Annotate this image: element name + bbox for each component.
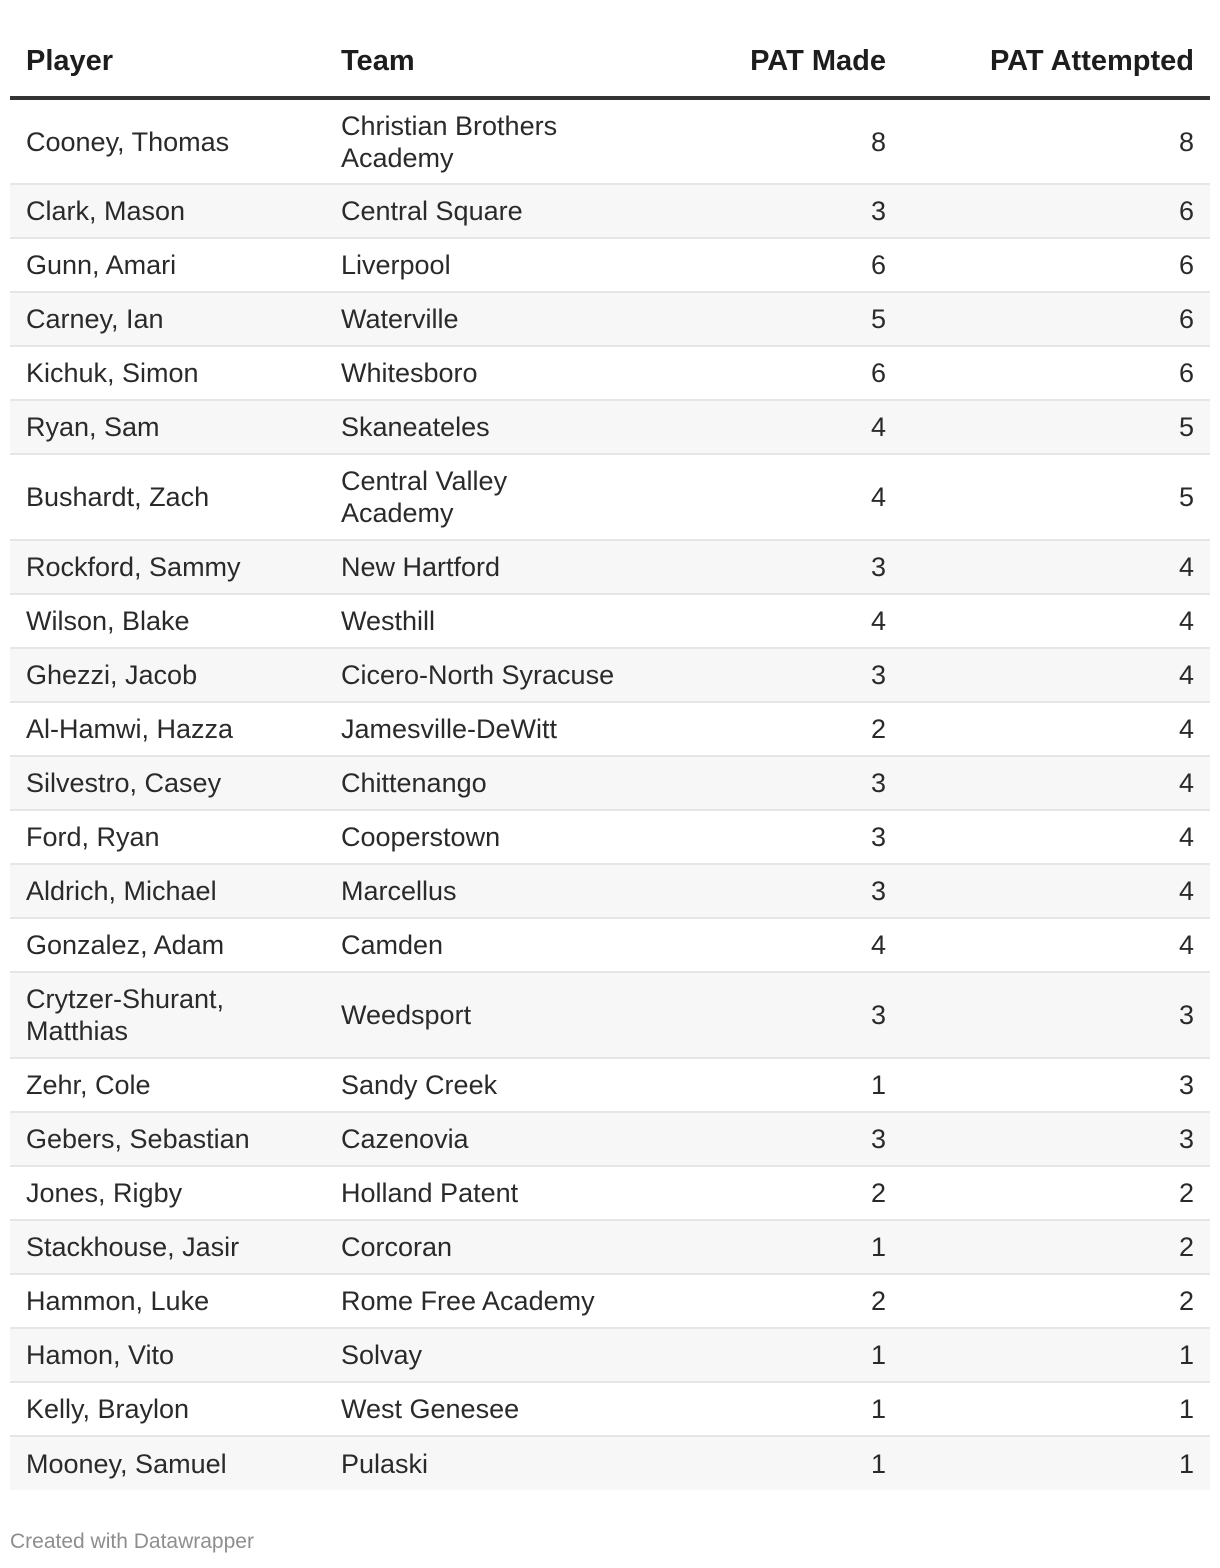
table-body <box>10 98 1210 1490</box>
cell-pat-made: 1 <box>641 1328 902 1382</box>
cell-player: Silvestro, Casey <box>10 756 325 810</box>
cell-team: Waterville <box>325 292 641 346</box>
cell-player: Mooney, Samuel <box>10 1436 325 1490</box>
table-row <box>10 98 1210 184</box>
cell-pat-attempted: 8 <box>902 98 1210 184</box>
cell-pat-made: 3 <box>641 972 902 1058</box>
cell-pat-attempted: 3 <box>902 1058 1210 1112</box>
cell-team: Cicero-North Syracuse <box>325 648 641 702</box>
cell-pat-made: 5 <box>641 292 902 346</box>
cell-player: Kichuk, Simon <box>10 346 325 400</box>
table-row <box>10 864 1210 918</box>
cell-player: Crytzer-Shurant, Matthias <box>10 972 325 1058</box>
table-row <box>10 292 1210 346</box>
cell-team: Camden <box>325 918 641 972</box>
cell-team: Holland Patent <box>325 1166 641 1220</box>
cell-team: Whitesboro <box>325 346 641 400</box>
cell-pat-made: 6 <box>641 238 902 292</box>
cell-player: Gonzalez, Adam <box>10 918 325 972</box>
cell-team: Westhill <box>325 594 641 648</box>
column-header-pat-attempted[interactable]: PAT Attempted <box>902 0 1210 98</box>
cell-pat-attempted: 4 <box>902 702 1210 756</box>
pat-stats-table <box>10 0 1210 1490</box>
cell-pat-made: 3 <box>641 540 902 594</box>
cell-pat-attempted: 4 <box>902 918 1210 972</box>
cell-team: Solvay <box>325 1328 641 1382</box>
cell-player: Hammon, Luke <box>10 1274 325 1328</box>
cell-player: Bushardt, Zach <box>10 454 325 540</box>
cell-player: Clark, Mason <box>10 184 325 238</box>
cell-pat-made: 1 <box>641 1220 902 1274</box>
table-row <box>10 1166 1210 1220</box>
table-row <box>10 810 1210 864</box>
cell-pat-made: 3 <box>641 756 902 810</box>
table-row <box>10 1328 1210 1382</box>
cell-pat-made: 2 <box>641 702 902 756</box>
cell-pat-made: 3 <box>641 810 902 864</box>
cell-pat-attempted: 6 <box>902 292 1210 346</box>
cell-pat-made: 3 <box>641 864 902 918</box>
cell-pat-attempted: 5 <box>902 454 1210 540</box>
cell-pat-made: 1 <box>641 1058 902 1112</box>
cell-player: Rockford, Sammy <box>10 540 325 594</box>
cell-pat-attempted: 4 <box>902 540 1210 594</box>
cell-pat-attempted: 6 <box>902 238 1210 292</box>
table-row <box>10 702 1210 756</box>
table-row <box>10 1436 1210 1490</box>
cell-team: Sandy Creek <box>325 1058 641 1112</box>
cell-pat-attempted: 2 <box>902 1220 1210 1274</box>
column-header-team[interactable]: Team <box>325 0 641 98</box>
datawrapper-credit[interactable]: Created with Datawrapper <box>10 1530 254 1553</box>
cell-player: Zehr, Cole <box>10 1058 325 1112</box>
cell-pat-made: 1 <box>641 1382 902 1436</box>
cell-team: West Genesee <box>325 1382 641 1436</box>
cell-pat-made: 4 <box>641 594 902 648</box>
cell-pat-attempted: 5 <box>902 400 1210 454</box>
cell-player: Wilson, Blake <box>10 594 325 648</box>
cell-pat-made: 4 <box>641 400 902 454</box>
cell-pat-attempted: 4 <box>902 864 1210 918</box>
header-row <box>10 0 1210 98</box>
table-row <box>10 184 1210 238</box>
table-row <box>10 400 1210 454</box>
cell-team: Central Valley Academy <box>325 454 641 540</box>
table-row <box>10 1112 1210 1166</box>
cell-team: Central Square <box>325 184 641 238</box>
cell-team: Jamesville-DeWitt <box>325 702 641 756</box>
cell-pat-made: 3 <box>641 1112 902 1166</box>
table-row <box>10 540 1210 594</box>
cell-team: Cooperstown <box>325 810 641 864</box>
cell-team: Pulaski <box>325 1436 641 1490</box>
cell-team: Corcoran <box>325 1220 641 1274</box>
cell-team: Chittenango <box>325 756 641 810</box>
cell-player: Jones, Rigby <box>10 1166 325 1220</box>
cell-player: Kelly, Braylon <box>10 1382 325 1436</box>
table-row <box>10 594 1210 648</box>
table-row <box>10 756 1210 810</box>
pat-stats-table-container <box>10 0 1210 1490</box>
cell-player: Carney, Ian <box>10 292 325 346</box>
cell-pat-attempted: 1 <box>902 1328 1210 1382</box>
table-row <box>10 972 1210 1058</box>
cell-player: Al-Hamwi, Hazza <box>10 702 325 756</box>
table-row <box>10 238 1210 292</box>
cell-team: Marcellus <box>325 864 641 918</box>
cell-pat-made: 2 <box>641 1274 902 1328</box>
cell-pat-attempted: 3 <box>902 1112 1210 1166</box>
cell-pat-attempted: 4 <box>902 810 1210 864</box>
cell-pat-made: 2 <box>641 1166 902 1220</box>
table-header <box>10 0 1210 98</box>
table-row <box>10 1382 1210 1436</box>
cell-pat-attempted: 1 <box>902 1382 1210 1436</box>
cell-team: Rome Free Academy <box>325 1274 641 1328</box>
cell-pat-attempted: 3 <box>902 972 1210 1058</box>
cell-pat-attempted: 4 <box>902 594 1210 648</box>
cell-pat-made: 4 <box>641 454 902 540</box>
cell-team: Weedsport <box>325 972 641 1058</box>
cell-pat-attempted: 4 <box>902 756 1210 810</box>
cell-pat-made: 1 <box>641 1436 902 1490</box>
cell-team: Christian Brothers Academy <box>325 98 641 184</box>
cell-player: Gunn, Amari <box>10 238 325 292</box>
cell-player: Stackhouse, Jasir <box>10 1220 325 1274</box>
cell-pat-made: 8 <box>641 98 902 184</box>
cell-player: Aldrich, Michael <box>10 864 325 918</box>
table-row <box>10 1058 1210 1112</box>
cell-team: New Hartford <box>325 540 641 594</box>
cell-player: Hamon, Vito <box>10 1328 325 1382</box>
cell-pat-attempted: 1 <box>902 1436 1210 1490</box>
table-row <box>10 918 1210 972</box>
cell-player: Gebers, Sebastian <box>10 1112 325 1166</box>
cell-pat-made: 6 <box>641 346 902 400</box>
cell-pat-made: 4 <box>641 918 902 972</box>
cell-pat-attempted: 2 <box>902 1166 1210 1220</box>
table-row <box>10 454 1210 540</box>
table-row <box>10 648 1210 702</box>
cell-pat-attempted: 6 <box>902 346 1210 400</box>
table-row <box>10 346 1210 400</box>
column-header-player[interactable]: Player <box>10 0 325 98</box>
cell-pat-made: 3 <box>641 184 902 238</box>
table-row <box>10 1274 1210 1328</box>
cell-player: Ford, Ryan <box>10 810 325 864</box>
cell-player: Cooney, Thomas <box>10 98 325 184</box>
column-header-pat-made[interactable]: PAT Made <box>641 0 902 98</box>
table-row <box>10 1220 1210 1274</box>
cell-team: Cazenovia <box>325 1112 641 1166</box>
cell-player: Ghezzi, Jacob <box>10 648 325 702</box>
cell-pat-made: 3 <box>641 648 902 702</box>
cell-player: Ryan, Sam <box>10 400 325 454</box>
cell-team: Skaneateles <box>325 400 641 454</box>
cell-team: Liverpool <box>325 238 641 292</box>
cell-pat-attempted: 6 <box>902 184 1210 238</box>
cell-pat-attempted: 2 <box>902 1274 1210 1328</box>
cell-pat-attempted: 4 <box>902 648 1210 702</box>
